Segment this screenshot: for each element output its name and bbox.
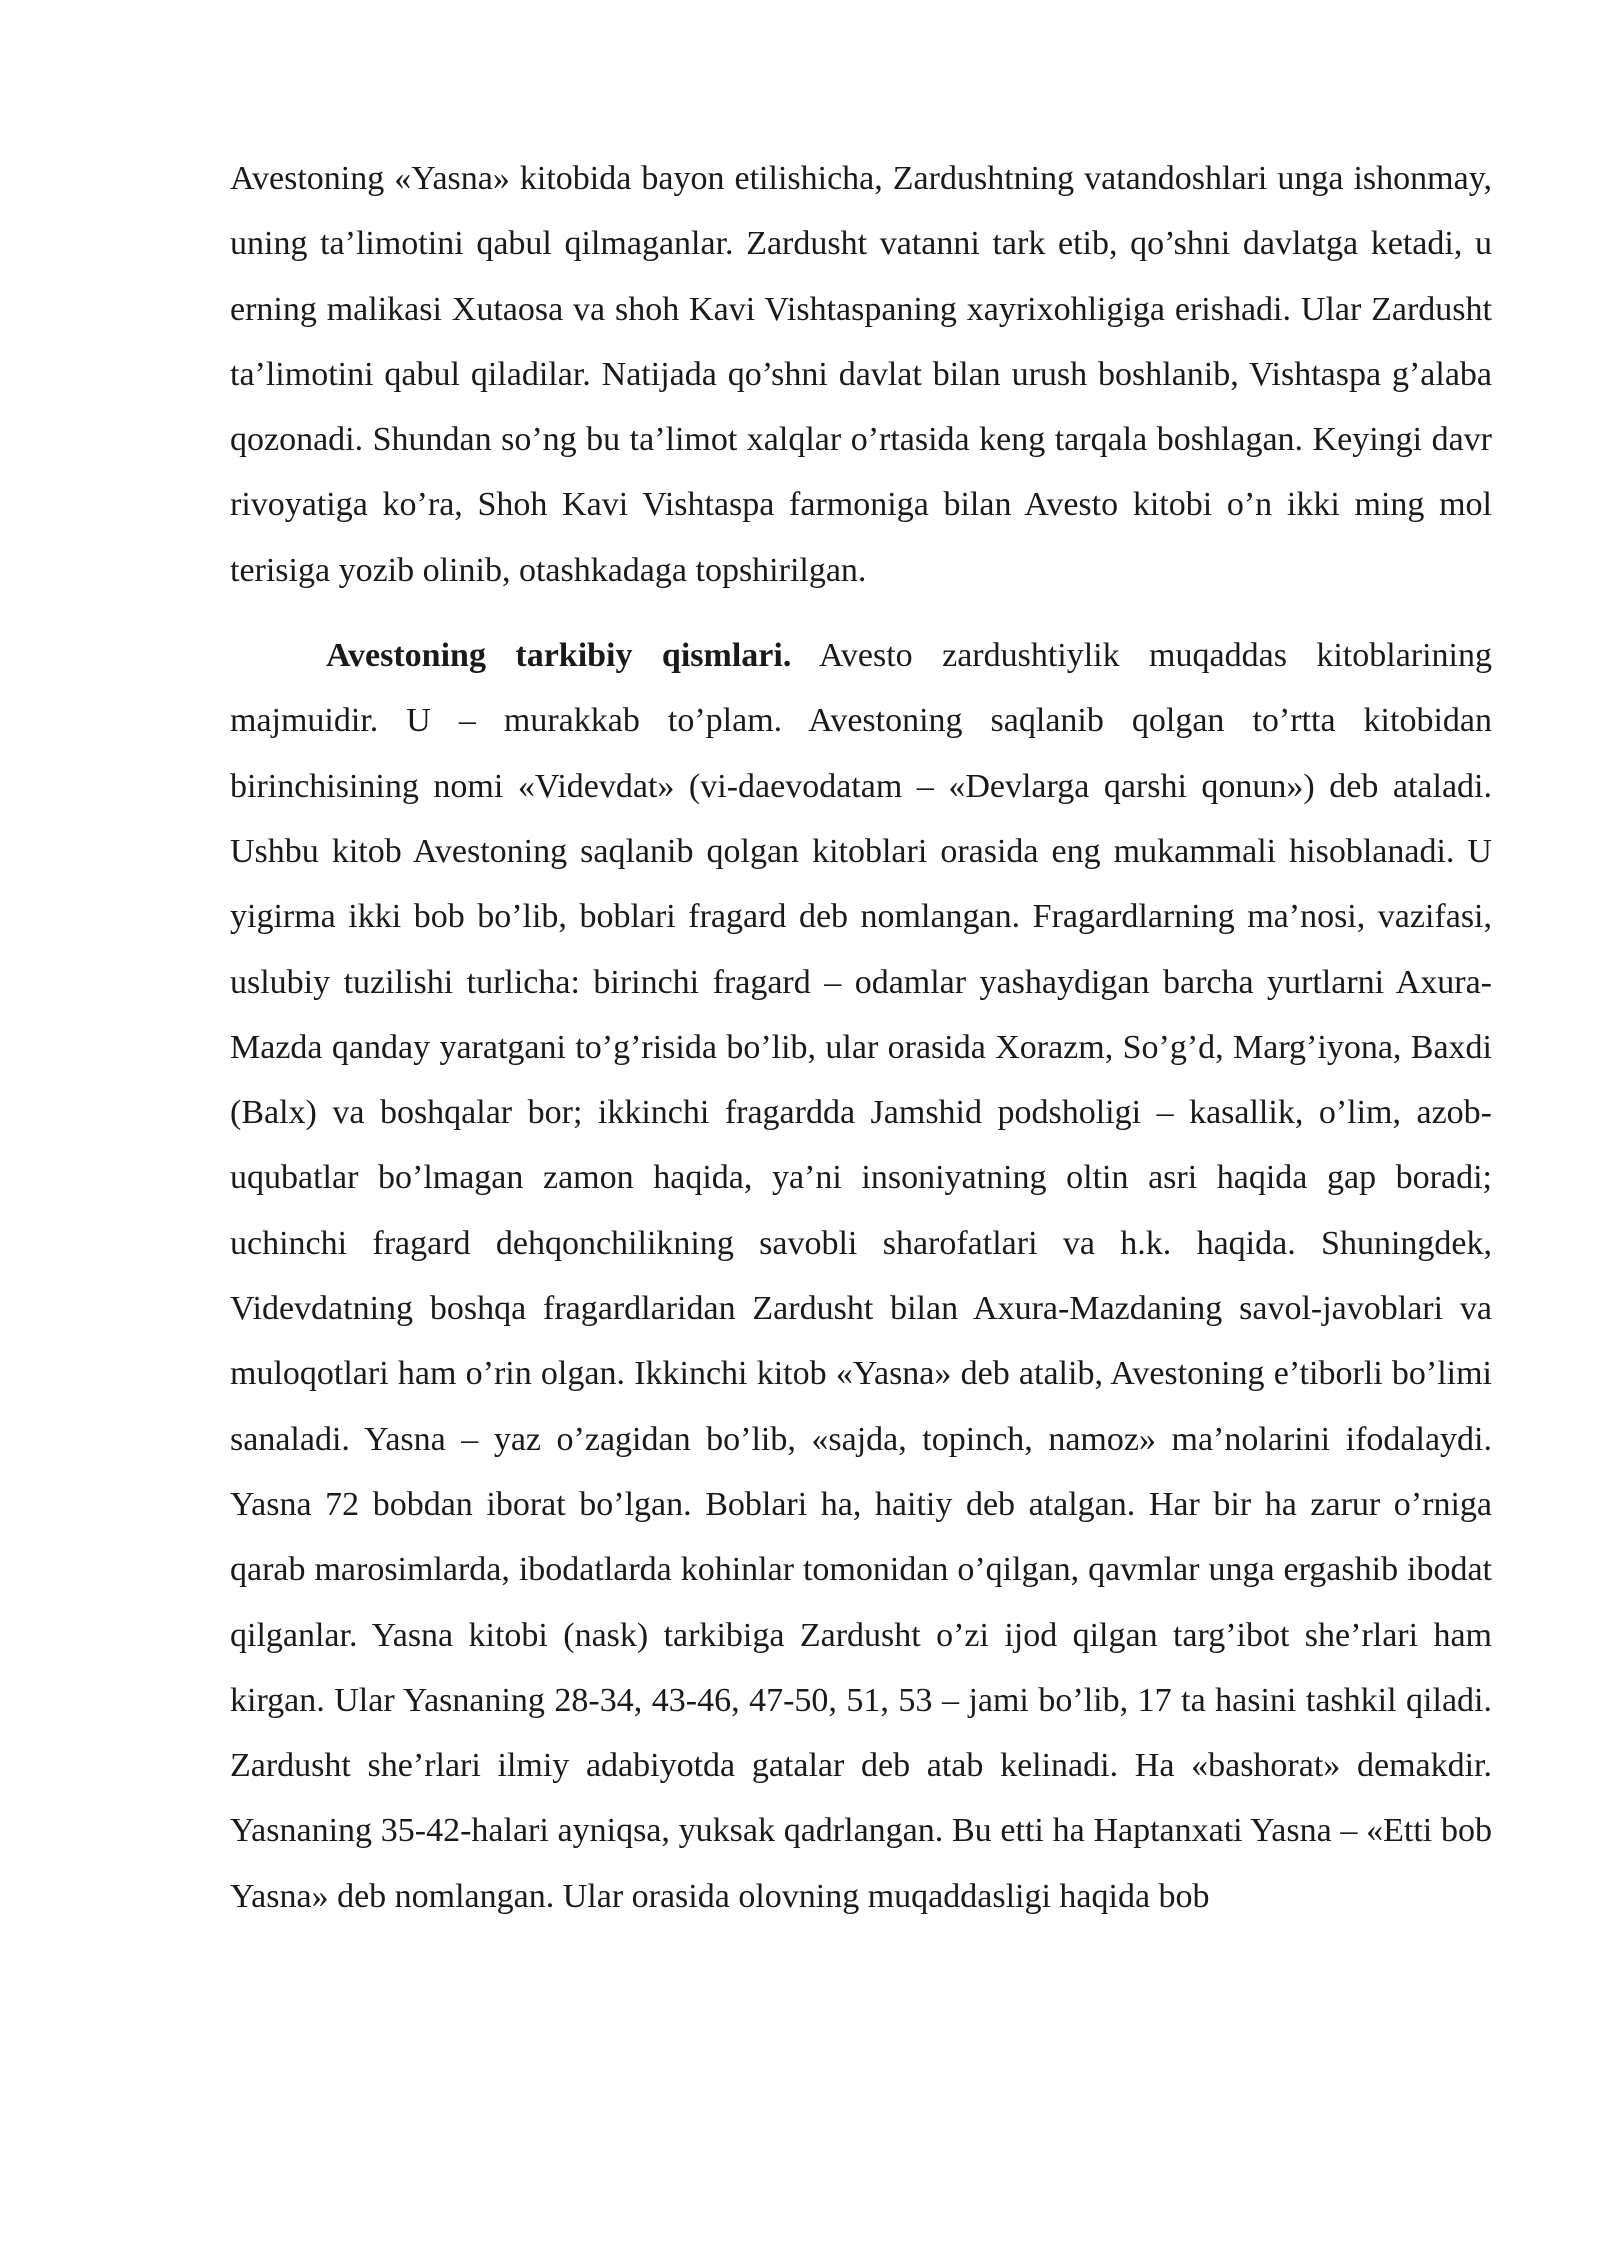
- document-body: [230, 146, 1492, 1929]
- paragraph-avesta-structure-text: Avesto zardushtiylik muqaddas kitoblarining majmuidir. U – murakkab to’plam. Avestoning saqlanib qolgan to’rtta kitobidan birinchisining nomi «Videvdat» (vi-daevodatam – «Devlarga qarshi qonun») deb ataladi. Ushbu kitob Avestoning saqlanib qolgan kitoblari orasida eng mukammali hisoblanadi. U yigirma ikki bob bo’lib, boblari fragard deb nomlangan. Fragardlarning ma’nosi, vazifasi, uslubiy tuzilishi turlicha: birinchi fragard – odamlar yashaydigan barcha yurtlarni Axura-Mazda qanday yaratgani to’g’risida bo’lib, ular orasida Xorazm, So’g’d, Marg’iyona, Baxdi (Balx) va boshqalar bor; ikkinchi fragardda Jamshid podsholigi – kasallik, o’lim, azob-uqubatlar bo’lmagan zamon haqida, ya’ni insoniyatning oltin asri haqida gap boradi; uchinchi fragard dehqonchilikning savobli sharofatlari va h.k. haqida. Shuningdek, Videvdatning boshqa fragardlaridan Zardusht bilan Axura-Mazdaning savol-javoblari va muloqotlari ham o’rin olgan. Ikkinchi kitob «Yasna» deb atalib, Avestoning e’tiborli bo’limi sanaladi. Yasna – yaz o’zagidan bo’lib, «sajda, topinch, namoz» ma’nolarini ifodalaydi. Yasna 72 bobdan iborat bo’lgan. Boblari ha, haitiy deb atalgan. Har bir ha zarur o’rniga qarab marosimlarda, ibodatlarda kohinlar tomonidan o’qilgan, qavmlar unga ergashib ibodat qilganlar. Yasna kitobi (nask) tarkibiga Zardusht o’zi ijod qilgan targ’ibot she’rlari ham kirgan. Ular Yasnaning 28-34, 43-46, 47-50, 51, 53 – jami bo’lib, 17 ta hasini tashkil qiladi. Zardusht she’rlari ilmiy adabiyotda gatalar deb atab kelinadi. Ha «bashorat» demakdir. Yasnaning 35-42-halari ayniqsa, yuksak qadrlangan. Bu etti ha Haptanxati Yasna – «Etti bob Yasna» deb nomlangan. Ular orasida olovning muqaddasligi haqida bob: [230, 637, 1492, 1915]
- paragraph-zardusht-history: Avestoning «Yasna» kitobida bayon etilishicha, Zardushtning vatandoshlari unga ishonmay, uning ta’limotini qabul qilmaganlar. Zardusht vatanni tark etib, qo’shni davlatga ketadi, u erning malikasi Xutaosa va shoh Kavi Vishtaspaning xayrixohligiga erishadi. Ular Zardusht ta’limotini qabul qiladilar. Natijada qo’shni davlat bilan urush boshlanib, Vishtaspa g’alaba qozonadi. Shundan so’ng bu ta’limot xalqlar o’rtasida keng tarqala boshlagan. Keyingi davr rivoyatiga ko’ra, Shoh Kavi Vishtaspa farmoniga bilan Avesto kitobi o’n ikki ming mol terisiga yozib olinib, otashkadaga topshirilgan.: [230, 160, 1492, 589]
- section-heading-inline: Avestoning tarkibiy qismlari.: [326, 637, 792, 675]
- paragraph-avesta-structure: [230, 623, 1492, 1929]
